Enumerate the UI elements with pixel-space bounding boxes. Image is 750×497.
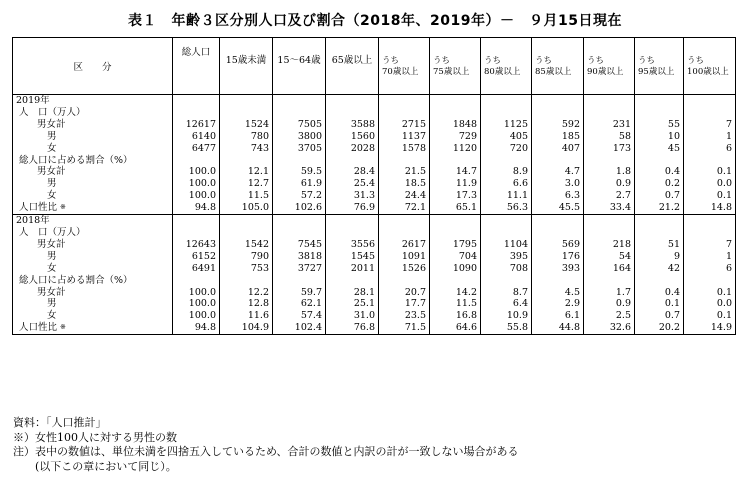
table-cell: 6491: [173, 263, 220, 275]
table-cell: [326, 107, 379, 119]
table-cell: 753: [220, 263, 273, 275]
table-cell: [584, 155, 635, 167]
empty-cell: [379, 95, 430, 107]
table-cell: 6152: [173, 251, 220, 263]
table-cell: [273, 227, 326, 239]
table-cell: 0.1: [635, 298, 684, 310]
table-cell: 65.1: [430, 202, 481, 214]
table-cell: 2011: [326, 263, 379, 275]
table-cell: 64.6: [430, 322, 481, 334]
table-cell: [635, 227, 684, 239]
table-cell: 0.1: [684, 310, 736, 322]
table-cell: 6140: [173, 131, 220, 143]
table-body: [13, 95, 736, 335]
table-cell: 12.1: [220, 166, 273, 178]
table-cell: 31.3: [326, 190, 379, 202]
table-cell: [684, 275, 736, 287]
table-cell: [220, 275, 273, 287]
table-cell: 395: [481, 251, 532, 263]
footer-notes: [13, 416, 519, 474]
empty-cell: [684, 95, 736, 107]
table-cell: 100.0: [173, 310, 220, 322]
table-cell: 704: [430, 251, 481, 263]
empty-cell: [481, 215, 532, 227]
table-cell: 57.4: [273, 310, 326, 322]
table-cell: [532, 155, 584, 167]
empty-cell: [430, 215, 481, 227]
table-cell: 3556: [326, 239, 379, 251]
header-over65: 65歳以上: [326, 38, 379, 95]
table-cell: 1.8: [584, 166, 635, 178]
table-cell: 9: [635, 251, 684, 263]
table-cell: 2.9: [532, 298, 584, 310]
empty-cell: [173, 95, 220, 107]
table-row: [13, 155, 736, 167]
table-row: [13, 166, 736, 178]
note-rounding-cont: (以下この章において同じ）。: [13, 459, 177, 473]
row-label: 男女計: [13, 119, 173, 131]
table-cell: 720: [481, 143, 532, 155]
table-cell: [430, 275, 481, 287]
row-label: 男: [13, 251, 173, 263]
table-cell: 24.4: [379, 190, 430, 202]
table-cell: 14.8: [684, 202, 736, 214]
table-cell: 3588: [326, 119, 379, 131]
table-cell: 7: [684, 119, 736, 131]
table-cell: 28.1: [326, 287, 379, 299]
table-cell: 6477: [173, 143, 220, 155]
table-cell: 0.0: [684, 178, 736, 190]
table-cell: 743: [220, 143, 273, 155]
table-cell: 3818: [273, 251, 326, 263]
table-cell: [481, 227, 532, 239]
table-cell: 100.0: [173, 298, 220, 310]
table-cell: 21.5: [379, 166, 430, 178]
table-cell: 45.5: [532, 202, 584, 214]
table-cell: [684, 227, 736, 239]
table-cell: [684, 107, 736, 119]
table-cell: 6.1: [532, 310, 584, 322]
table-cell: 1120: [430, 143, 481, 155]
table-cell: [584, 107, 635, 119]
table-cell: 11.1: [481, 190, 532, 202]
note-rounding: 注）表中の数値は、単位未満を四捨五入しているため、合計の数値と内訳の計が一致しない場合がある: [13, 445, 519, 458]
header-70plus: うち 70歳以上: [379, 38, 430, 95]
table-cell: 780: [220, 131, 273, 143]
table-cell: 0.9: [584, 298, 635, 310]
table-cell: 3705: [273, 143, 326, 155]
table-cell: [430, 107, 481, 119]
table-cell: 3727: [273, 263, 326, 275]
table-cell: 592: [532, 119, 584, 131]
table-cell: 1090: [430, 263, 481, 275]
table-cell: 3800: [273, 131, 326, 143]
table-row: [13, 202, 736, 214]
table-cell: 6: [684, 143, 736, 155]
table-cell: 1848: [430, 119, 481, 131]
table-cell: 11.6: [220, 310, 273, 322]
table-cell: 23.5: [379, 310, 430, 322]
empty-cell: [430, 95, 481, 107]
header-15-64: 15～64歳: [273, 38, 326, 95]
table-cell: 1545: [326, 251, 379, 263]
table-cell: 1125: [481, 119, 532, 131]
row-label: 女: [13, 310, 173, 322]
table-cell: 0.7: [635, 190, 684, 202]
table-cell: 218: [584, 239, 635, 251]
table-cell: 25.4: [326, 178, 379, 190]
table-cell: 790: [220, 251, 273, 263]
table-cell: 0.2: [635, 178, 684, 190]
table-cell: 1560: [326, 131, 379, 143]
table-cell: 59.7: [273, 287, 326, 299]
table-cell: [481, 275, 532, 287]
table-cell: 102.4: [273, 322, 326, 334]
table-cell: 32.6: [584, 322, 635, 334]
table-cell: [532, 275, 584, 287]
table-cell: 54: [584, 251, 635, 263]
row-label: 男: [13, 298, 173, 310]
table-cell: 1578: [379, 143, 430, 155]
row-label: 男: [13, 131, 173, 143]
table-cell: 1091: [379, 251, 430, 263]
empty-cell: [584, 215, 635, 227]
row-label: 男女計: [13, 166, 173, 178]
note-mark: ※: [60, 323, 66, 332]
empty-cell: [326, 215, 379, 227]
table-cell: 729: [430, 131, 481, 143]
table-cell: 0.4: [635, 166, 684, 178]
empty-cell: [532, 95, 584, 107]
table-cell: 18.5: [379, 178, 430, 190]
table-cell: 2715: [379, 119, 430, 131]
table-cell: 407: [532, 143, 584, 155]
table-cell: 3.0: [532, 178, 584, 190]
table-cell: 17.3: [430, 190, 481, 202]
table-cell: 94.8: [173, 322, 220, 334]
note-sex-ratio: ※）女性100人に対する男性の数: [13, 430, 177, 444]
year-row: [13, 215, 736, 227]
table-cell: 4.5: [532, 287, 584, 299]
table-cell: 7505: [273, 119, 326, 131]
table-cell: 0.1: [684, 190, 736, 202]
table-cell: [220, 227, 273, 239]
header-under15: 15歳未満: [220, 38, 273, 95]
table-cell: [220, 155, 273, 167]
table-cell: 105.0: [220, 202, 273, 214]
table-cell: [273, 275, 326, 287]
table-cell: 44.8: [532, 322, 584, 334]
empty-cell: [684, 215, 736, 227]
table-cell: 1137: [379, 131, 430, 143]
table-cell: 14.2: [430, 287, 481, 299]
table-cell: 708: [481, 263, 532, 275]
table-cell: 4.7: [532, 166, 584, 178]
table-cell: 16.8: [430, 310, 481, 322]
table-cell: 1526: [379, 263, 430, 275]
row-label: 人口性比 ※: [13, 322, 173, 334]
table-cell: 59.5: [273, 166, 326, 178]
table-cell: 12617: [173, 119, 220, 131]
table-cell: 1: [684, 251, 736, 263]
table-cell: 104.9: [220, 322, 273, 334]
source-note: 資料：「人口推計」: [13, 416, 107, 429]
table-cell: 58: [584, 131, 635, 143]
table-row: [13, 287, 736, 299]
table-cell: 100.0: [173, 166, 220, 178]
table-cell: 11.5: [430, 298, 481, 310]
table-cell: 12.2: [220, 287, 273, 299]
table-cell: 7545: [273, 239, 326, 251]
table-cell: [273, 155, 326, 167]
table-cell: 76.8: [326, 322, 379, 334]
table-cell: 12643: [173, 239, 220, 251]
table-cell: 12.8: [220, 298, 273, 310]
row-label: 総人口に占める割合（%）: [13, 275, 173, 287]
table-row: [13, 190, 736, 202]
table-cell: 10.9: [481, 310, 532, 322]
table-cell: 100.0: [173, 287, 220, 299]
table-cell: 6.4: [481, 298, 532, 310]
table-cell: [684, 155, 736, 167]
table-cell: 10: [635, 131, 684, 143]
table-cell: [326, 155, 379, 167]
table-cell: 100.0: [173, 190, 220, 202]
table-row: [13, 298, 736, 310]
table-cell: 33.4: [584, 202, 635, 214]
table-cell: 231: [584, 119, 635, 131]
table-cell: 2617: [379, 239, 430, 251]
table-cell: 42: [635, 263, 684, 275]
table-cell: [481, 107, 532, 119]
table-cell: 1542: [220, 239, 273, 251]
row-label: 男女計: [13, 287, 173, 299]
table-cell: 100.0: [173, 178, 220, 190]
header-80plus: うち 80歳以上: [481, 38, 532, 95]
table-cell: [326, 275, 379, 287]
header-95plus: うち 95歳以上: [635, 38, 684, 95]
empty-cell: [220, 215, 273, 227]
table-cell: [532, 107, 584, 119]
table-row: [13, 143, 736, 155]
table-cell: 0.7: [635, 310, 684, 322]
table-cell: [430, 227, 481, 239]
table-row: [13, 107, 736, 119]
table-cell: 45: [635, 143, 684, 155]
table-cell: 12.7: [220, 178, 273, 190]
table-cell: 0.0: [684, 298, 736, 310]
table-cell: [379, 227, 430, 239]
table-cell: 405: [481, 131, 532, 143]
table-cell: [379, 275, 430, 287]
empty-cell: [273, 95, 326, 107]
table-cell: 51: [635, 239, 684, 251]
table-cell: 55: [635, 119, 684, 131]
table-cell: 31.0: [326, 310, 379, 322]
table-cell: 55.8: [481, 322, 532, 334]
table-cell: 72.1: [379, 202, 430, 214]
empty-cell: [584, 95, 635, 107]
table-cell: [635, 275, 684, 287]
table-cell: 56.3: [481, 202, 532, 214]
year-label: 2019年: [13, 95, 173, 107]
empty-cell: [220, 95, 273, 107]
header-100plus: うち 100歳以上: [684, 38, 736, 95]
table-cell: [430, 155, 481, 167]
table-title: 表１ 年齢３区分別人口及び割合（2018年、2019年）－ ９月15日現在: [128, 13, 622, 29]
table-cell: 7: [684, 239, 736, 251]
table-cell: 0.1: [684, 287, 736, 299]
empty-cell: [273, 215, 326, 227]
header-total: 総人口: [173, 38, 220, 95]
empty-cell: [635, 215, 684, 227]
table-cell: 2.5: [584, 310, 635, 322]
row-label: 女: [13, 143, 173, 155]
table-cell: [326, 227, 379, 239]
table-cell: 14.7: [430, 166, 481, 178]
table-cell: 17.7: [379, 298, 430, 310]
table-cell: 94.8: [173, 202, 220, 214]
table-cell: 14.9: [684, 322, 736, 334]
table-row: [13, 227, 736, 239]
table-row: [13, 310, 736, 322]
table-cell: 6.6: [481, 178, 532, 190]
empty-cell: [532, 215, 584, 227]
table-cell: 28.4: [326, 166, 379, 178]
table-row: [13, 119, 736, 131]
table-cell: 6: [684, 263, 736, 275]
empty-cell: [173, 215, 220, 227]
table-cell: 20.7: [379, 287, 430, 299]
table-cell: 1524: [220, 119, 273, 131]
table-cell: 71.5: [379, 322, 430, 334]
table-cell: 2.7: [584, 190, 635, 202]
table-row: [13, 263, 736, 275]
table-row: [13, 251, 736, 263]
table-cell: 569: [532, 239, 584, 251]
empty-cell: [326, 95, 379, 107]
year-row: [13, 95, 736, 107]
table-cell: 185: [532, 131, 584, 143]
table-cell: 21.2: [635, 202, 684, 214]
row-label: 人 口（万人）: [13, 107, 173, 119]
table-cell: 102.6: [273, 202, 326, 214]
table-cell: 61.9: [273, 178, 326, 190]
population-table: [12, 37, 736, 335]
header-category: 区 分: [13, 38, 173, 95]
table-cell: 76.9: [326, 202, 379, 214]
table-cell: [584, 227, 635, 239]
table-cell: 20.2: [635, 322, 684, 334]
table-cell: 62.1: [273, 298, 326, 310]
table-cell: [173, 155, 220, 167]
table-cell: 11.9: [430, 178, 481, 190]
table-cell: 0.9: [584, 178, 635, 190]
header-75plus: うち 75歳以上: [430, 38, 481, 95]
header-85plus: うち 85歳以上: [532, 38, 584, 95]
table-cell: 0.1: [684, 166, 736, 178]
table-cell: 176: [532, 251, 584, 263]
table-row: [13, 239, 736, 251]
table-header: [13, 38, 736, 95]
row-label: 女: [13, 263, 173, 275]
table-cell: 57.2: [273, 190, 326, 202]
table-cell: 11.5: [220, 190, 273, 202]
table-cell: 1: [684, 131, 736, 143]
row-label: 人 口（万人）: [13, 227, 173, 239]
table-cell: [273, 107, 326, 119]
table-cell: [379, 155, 430, 167]
table-cell: 1795: [430, 239, 481, 251]
table-cell: [220, 107, 273, 119]
table-row: [13, 322, 736, 334]
table-cell: 8.9: [481, 166, 532, 178]
table-cell: [173, 227, 220, 239]
row-label: 総人口に占める割合（%）: [13, 155, 173, 167]
note-mark: ※: [60, 203, 66, 212]
row-label: 男: [13, 178, 173, 190]
row-label: 女: [13, 190, 173, 202]
table-cell: 2028: [326, 143, 379, 155]
table-cell: 1.7: [584, 287, 635, 299]
table-cell: 393: [532, 263, 584, 275]
table-cell: 173: [584, 143, 635, 155]
table-cell: 25.1: [326, 298, 379, 310]
table-cell: [481, 155, 532, 167]
header-90plus: うち 90歳以上: [584, 38, 635, 95]
empty-cell: [481, 95, 532, 107]
table-row: [13, 275, 736, 287]
empty-cell: [635, 95, 684, 107]
table-cell: 6.3: [532, 190, 584, 202]
table-cell: 164: [584, 263, 635, 275]
table-cell: 0.4: [635, 287, 684, 299]
table-cell: 8.7: [481, 287, 532, 299]
table-row: [13, 131, 736, 143]
table-cell: [173, 107, 220, 119]
table-cell: 1104: [481, 239, 532, 251]
empty-cell: [379, 215, 430, 227]
table-cell: [584, 275, 635, 287]
row-label: 男女計: [13, 239, 173, 251]
row-label: 人口性比 ※: [13, 202, 173, 214]
table-cell: [635, 155, 684, 167]
table-cell: [173, 275, 220, 287]
year-label: 2018年: [13, 215, 173, 227]
table-cell: [532, 227, 584, 239]
table-row: [13, 178, 736, 190]
table-cell: [635, 107, 684, 119]
table-cell: [379, 107, 430, 119]
